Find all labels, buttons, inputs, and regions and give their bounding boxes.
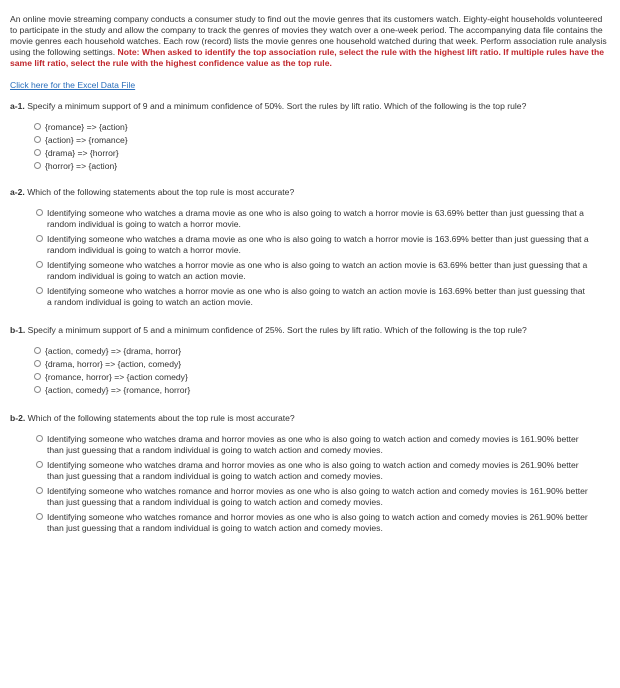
option-b2-1[interactable] xyxy=(36,434,592,456)
option-label: Identifying someone who watches drama and horror movies as one who is also going to watch action and comedy movies is 161.90% better than just guessing that a random individual is going to watch action and comedy movies. xyxy=(47,434,579,455)
radio-button[interactable] xyxy=(36,461,43,468)
question-a2-label: a-2. xyxy=(10,187,25,197)
option-b1-1[interactable] xyxy=(34,346,610,357)
question-b1 xyxy=(10,325,610,336)
radio-button[interactable] xyxy=(36,235,43,242)
option-label: Identifying someone who watches a drama movie as one who is also going to watch a horror movie is 63.69% better than just guessing that a random individual is going to watch a horror movie. xyxy=(47,208,584,229)
option-label: {drama, horror} => {action, comedy} xyxy=(45,359,182,369)
option-a2-2[interactable] xyxy=(36,234,592,256)
option-b1-4[interactable] xyxy=(34,385,610,396)
radio-button[interactable] xyxy=(34,149,41,156)
intro-note: Note: When asked to identify the top association rule, select the rule with the highest lift ratio. If multiple rules have the same lift ratio, select the rule with the highest confidence value as the top rule. xyxy=(10,47,605,68)
option-label: Identifying someone who watches romance and horror movies as one who is also going to watch action and comedy movies is 261.90% better than just guessing that a random individual is going to watch action and comedy movies. xyxy=(47,512,588,533)
question-b1-label: b-1. xyxy=(10,325,26,335)
question-b1-text: Specify a minimum support of 5 and a minimum confidence of 25%. Sort the rules by lift ratio. Which of the following is the top rule? xyxy=(25,325,527,335)
radio-button[interactable] xyxy=(36,487,43,494)
radio-button[interactable] xyxy=(34,360,41,367)
question-b2-label: b-2. xyxy=(10,413,26,423)
option-a1-3[interactable] xyxy=(34,148,610,159)
radio-button[interactable] xyxy=(34,347,41,354)
option-a1-4[interactable] xyxy=(34,161,610,172)
option-label: Identifying someone who watches a horror movie as one who is also going to watch an action movie is 63.69% better than just guessing that a random individual is going to watch an action movie. xyxy=(47,260,588,281)
option-label: {horror} => {action} xyxy=(45,161,118,171)
question-b2-text: Which of the following statements about the top rule is most accurate? xyxy=(25,413,295,423)
option-label: Identifying someone who watches romance and horror movies as one who is also going to watch action and comedy movies is 161.90% better than just guessing that a random individual is going to watch action and comedy movies. xyxy=(47,486,588,507)
option-b2-3[interactable] xyxy=(36,486,592,508)
intro-text: An online movie streaming company conducts a consumer study to find out the movie genres that its customers watch. Eighty-eight households volunteered to participate in the study and allow the company to track the genres of movies they watch over a one-week period. The accompanying data file contains the movie genres each household watches. Each row (record) lists the movie genres one household watched during that week. Perform association rule analysis using the following settings. xyxy=(10,14,607,57)
radio-button[interactable] xyxy=(34,373,41,380)
question-a2-text: Which of the following statements about the top rule is most accurate? xyxy=(24,187,295,197)
radio-button[interactable] xyxy=(34,162,41,169)
option-a2-1[interactable] xyxy=(36,208,592,230)
option-label: {romance} => {action} xyxy=(45,122,128,132)
options-a1 xyxy=(34,122,610,172)
option-label: {romance, horror} => {action comedy} xyxy=(45,372,188,382)
option-b1-2[interactable] xyxy=(34,359,610,370)
radio-button[interactable] xyxy=(34,136,41,143)
radio-button[interactable] xyxy=(36,261,43,268)
options-b2 xyxy=(36,434,592,534)
radio-button[interactable] xyxy=(36,513,43,520)
option-label: Identifying someone who watches a horror movie as one who is also going to watch an action movie is 163.69% better than just guessing that a random individual is going to watch an action movie. xyxy=(47,286,585,307)
option-label: Identifying someone who watches a drama movie as one who is also going to watch a horror movie is 163.69% better than just guessing that a random individual is going to watch a horror movie. xyxy=(47,234,589,255)
question-a1-text: Specify a minimum support of 9 and a minimum confidence of 50%. Sort the rules by lift ratio. Which of the following is the top rule? xyxy=(24,101,527,111)
option-a2-3[interactable] xyxy=(36,260,592,282)
excel-data-link[interactable]: Click here for the Excel Data File xyxy=(10,80,136,90)
option-label: Identifying someone who watches drama and horror movies as one who is also going to watch action and comedy movies is 261.90% better than just guessing that a random individual is going to watch action and comedy movies. xyxy=(47,460,579,481)
radio-button[interactable] xyxy=(36,435,43,442)
option-label: {drama} => {horror} xyxy=(45,148,119,158)
option-b2-4[interactable] xyxy=(36,512,592,534)
problem-intro xyxy=(10,14,610,69)
question-b2 xyxy=(10,413,610,424)
option-a2-4[interactable] xyxy=(36,286,592,308)
radio-button[interactable] xyxy=(34,386,41,393)
option-label: {action, comedy} => {drama, horror} xyxy=(45,346,182,356)
radio-button[interactable] xyxy=(36,287,43,294)
option-b2-2[interactable] xyxy=(36,460,592,482)
radio-button[interactable] xyxy=(34,123,41,130)
options-b1 xyxy=(34,346,610,396)
question-a1-label: a-1. xyxy=(10,101,25,111)
options-a2 xyxy=(36,208,592,308)
option-label: {action} => {romance} xyxy=(45,135,128,145)
option-a1-2[interactable] xyxy=(34,135,610,146)
question-a2 xyxy=(10,187,610,198)
question-a1 xyxy=(10,101,610,112)
option-b1-3[interactable] xyxy=(34,372,610,383)
radio-button[interactable] xyxy=(36,209,43,216)
option-label: {action, comedy} => {romance, horror} xyxy=(45,385,191,395)
option-a1-1[interactable] xyxy=(34,122,610,133)
